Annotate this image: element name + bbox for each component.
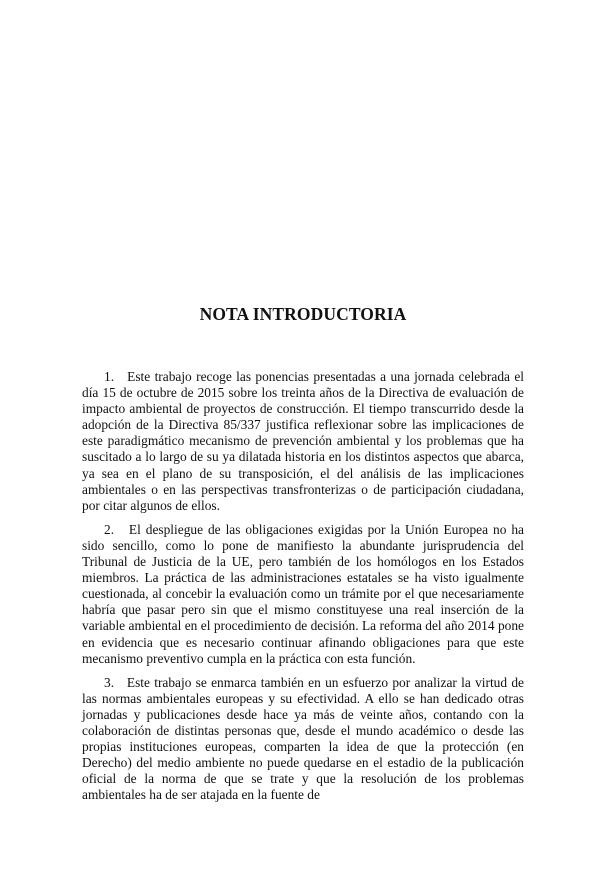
- paragraph-text: Este trabajo se enmarca también en un esfuerzo por analizar la virtud de las normas ambientales europeas y su efectividad. A ello se han dedicado otras jornadas y publicaciones desde hace ya más de veinte años, contando con la colaboración de distintas personas que, desde el mundo académico o desde las propias instituciones europeas, comparten la idea de que la protección (en Derecho) del medio ambiente no puede quedarse en el estadio de la publicación oficial de la norma de que se trate y que la resolución de los problemas ambientales ha de ser atajada en la fuente de: [82, 674, 524, 803]
- paragraph-number: 1.: [104, 369, 115, 384]
- paragraph-1: [82, 369, 524, 514]
- paragraph-text: El despliegue de las obligaciones exigidas por la Unión Europea no ha sido sencillo, como lo pone de manifiesto la abundante jurisprudencia del Tribunal de Justicia de la UE, pero también de los homólogos en los Estados miembros. La práctica de las administraciones estatales se ha visto igualmente cuestionada, al concebir la evaluación como un trámite por el que necesariamente habría que pasar pero sin que el mismo constituyese una real inserción de la variable ambiental en el procedimiento de decisión. La reforma del año 2014 pone en evidencia que es necesario continuar afinando obligaciones para que este mecanismo preventivo cumpla en la práctica con esta función.: [82, 521, 524, 666]
- paragraph-3: [82, 675, 524, 804]
- paragraph-number: 3.: [104, 674, 115, 690]
- paragraph-2: [82, 522, 524, 667]
- paragraph-text: Este trabajo recoge las ponencias presentadas a una jornada celebrada el día 15 de octubre de 2015 sobre los treinta años de la Directiva de evaluación de impacto ambiental de proyectos de construcción. El tiempo transcurrido desde la adopción de la Directiva 85/337 justifica reflexionar sobre las implicaciones de este paradigmático mecanismo de prevención ambiental y los problemas que ha suscitado a lo largo de su ya dilatada historia en los distintos aspectos que abarca, ya sea en el plano de su transposición, el del análisis de las implicaciones ambientales o en las perspectivas transfronterizas o de participación ciudadana, por citar algunos de ellos.: [82, 369, 524, 513]
- paragraph-number: 2.: [104, 521, 115, 537]
- page-title: NOTA INTRODUCTORIA: [199, 304, 407, 324]
- body-text: [82, 369, 524, 811]
